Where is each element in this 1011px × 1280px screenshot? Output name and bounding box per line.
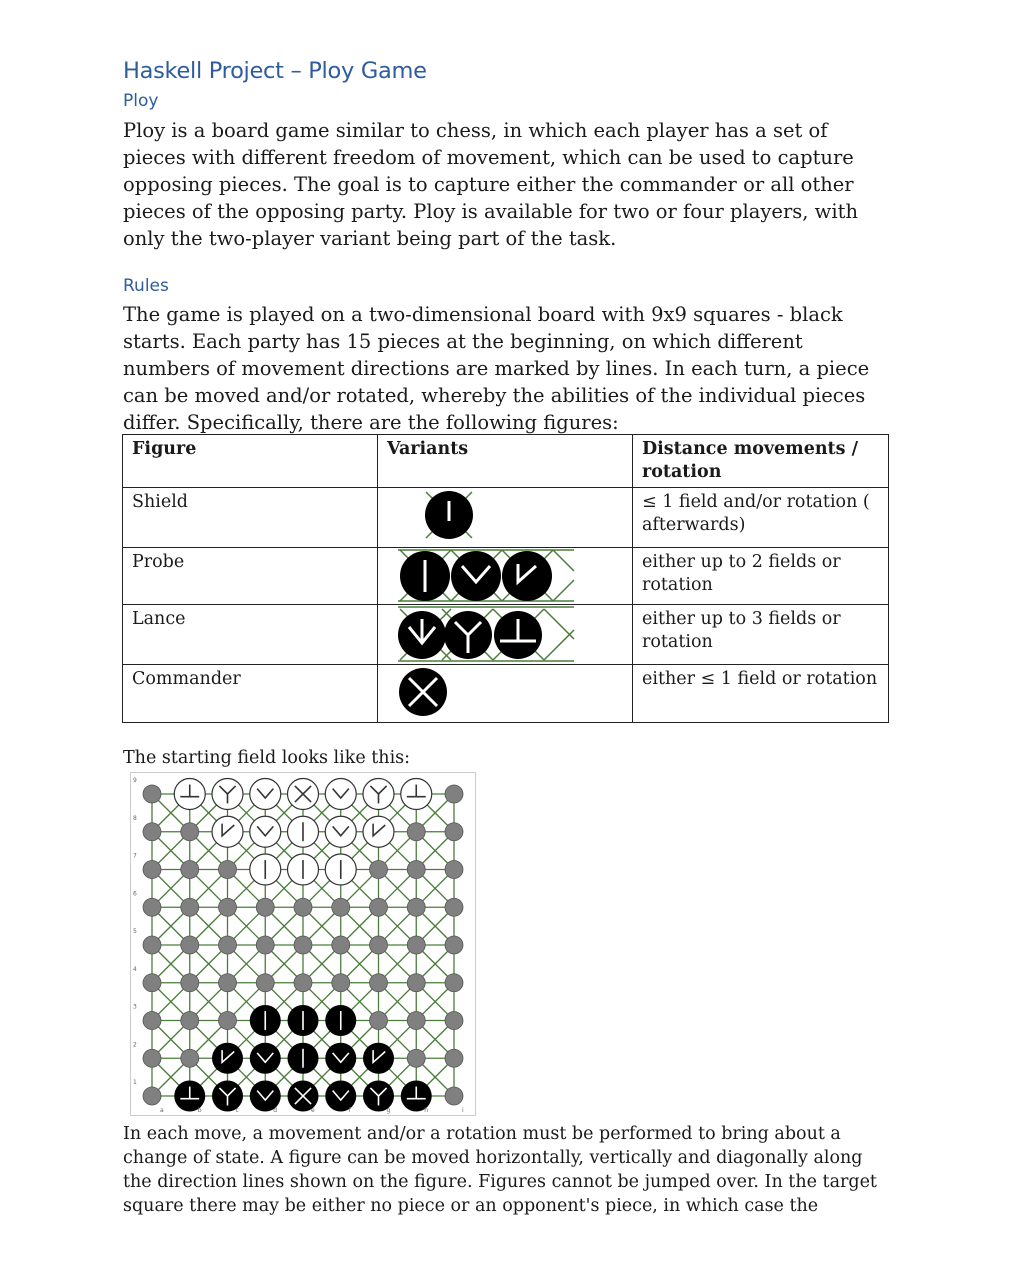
row-label: 6 — [133, 890, 137, 898]
row-label: 3 — [133, 1003, 137, 1011]
movement-text: either up to 2 fields or rotation — [632, 548, 888, 605]
empty-square-dot — [181, 936, 199, 954]
white-piece — [363, 779, 394, 810]
empty-square-dot — [370, 936, 388, 954]
empty-square-dot — [219, 936, 237, 954]
empty-square-dot — [445, 974, 463, 992]
col-label: f — [348, 1107, 351, 1114]
table-row — [123, 488, 889, 548]
table-row — [123, 605, 889, 665]
variants-commander — [377, 665, 632, 723]
black-piece-disc — [325, 1043, 356, 1074]
empty-square-dot — [407, 974, 425, 992]
black-piece-disc — [250, 1043, 281, 1074]
figure-name: Lance — [123, 605, 378, 665]
empty-square-dot — [332, 898, 350, 916]
empty-square-dot — [407, 1049, 425, 1067]
empty-square-dot — [370, 861, 388, 879]
empty-square-dot — [219, 898, 237, 916]
empty-square-dot — [143, 785, 161, 803]
black-piece — [250, 1043, 281, 1074]
starting-field-caption: The starting field looks like this: — [123, 748, 411, 768]
white-piece — [363, 816, 394, 847]
text-line: Ploy is a board game similar to chess, in which each player has a set of — [123, 119, 828, 142]
empty-square-dot — [256, 898, 274, 916]
col-label: e — [311, 1107, 315, 1114]
empty-square-dot — [181, 823, 199, 841]
empty-square-dot — [370, 974, 388, 992]
empty-square-dot — [445, 823, 463, 841]
empty-square-dot — [407, 823, 425, 841]
figure-name: Commander — [123, 665, 378, 723]
white-piece-disc — [325, 779, 356, 810]
text-line: the direction lines shown on the figure. Figures cannot be jumped over. In the target — [123, 1172, 877, 1192]
probe-pieces-icon — [378, 548, 632, 603]
empty-square-dot — [445, 1049, 463, 1067]
col-label: b — [197, 1107, 202, 1114]
white-piece — [288, 854, 319, 885]
col-label: h — [424, 1107, 429, 1114]
white-piece — [250, 816, 281, 847]
white-piece — [250, 854, 281, 885]
empty-square-dot — [256, 936, 274, 954]
page-title: Haskell Project – Ploy Game — [123, 58, 427, 84]
empty-square-dot — [370, 1012, 388, 1030]
empty-square-dot — [407, 898, 425, 916]
movement-text: either up to 3 fields or rotation — [632, 605, 888, 665]
column-header-movement: Distance movements / rotation — [632, 435, 888, 488]
row-label: 5 — [133, 928, 137, 935]
rules-paragraph — [123, 301, 889, 436]
text-line: opposing pieces. The goal is to capture either the commander or all other — [123, 173, 854, 196]
white-piece — [212, 779, 243, 810]
empty-square-dot — [332, 936, 350, 954]
empty-square-dot — [445, 936, 463, 954]
empty-square-dot — [445, 785, 463, 803]
empty-square-dot — [294, 898, 312, 916]
empty-square-dot — [370, 898, 388, 916]
figure-name: Probe — [123, 548, 378, 605]
empty-square-dot — [445, 898, 463, 916]
white-piece — [325, 779, 356, 810]
column-header-variants: Variants — [377, 435, 632, 488]
empty-square-dot — [294, 974, 312, 992]
empty-square-dot — [219, 1012, 237, 1030]
empty-square-dot — [332, 974, 350, 992]
empty-square-dot — [143, 1012, 161, 1030]
variants-probe — [377, 548, 632, 605]
text-line: can be moved and/or rotated, whereby the abilities of the individual pieces — [123, 384, 866, 407]
text-line: differ. Specifically, there are the following figures: — [123, 411, 619, 434]
shield-piece-icon — [378, 488, 632, 546]
table-row — [123, 548, 889, 605]
col-label: i — [462, 1107, 464, 1114]
row-label: 4 — [133, 965, 137, 973]
white-piece — [288, 816, 319, 847]
empty-square-dot — [143, 1087, 161, 1105]
black-piece-disc — [325, 1081, 356, 1112]
white-piece — [174, 779, 205, 810]
empty-square-dot — [143, 974, 161, 992]
white-piece-disc — [325, 816, 356, 847]
lance-pieces-icon — [378, 605, 632, 663]
empty-square-dot — [407, 936, 425, 954]
empty-square-dot — [181, 1049, 199, 1067]
empty-square-dot — [219, 861, 237, 879]
empty-square-dot — [219, 974, 237, 992]
figure-name: Shield — [123, 488, 378, 548]
empty-square-dot — [181, 1012, 199, 1030]
empty-square-dot — [181, 898, 199, 916]
col-label: c — [235, 1107, 239, 1114]
movement-text: ≤ 1 field and/or rotation ( afterwards) — [632, 488, 888, 548]
empty-square-dot — [143, 861, 161, 879]
text-line: The game is played on a two-dimensional board with 9x9 squares - black — [123, 303, 843, 326]
empty-square-dot — [181, 974, 199, 992]
white-piece — [288, 779, 319, 810]
white-piece-disc — [250, 779, 281, 810]
empty-square-dot — [256, 974, 274, 992]
text-line: pieces with different freedom of movement, which can be used to capture — [123, 146, 854, 169]
black-piece — [288, 1005, 319, 1036]
text-line: only the two-player variant being part of the task. — [123, 227, 617, 250]
white-piece — [325, 854, 356, 885]
white-piece — [401, 779, 432, 810]
black-piece — [363, 1043, 394, 1074]
row-label: 9 — [133, 777, 137, 784]
white-piece — [325, 816, 356, 847]
white-piece — [212, 816, 243, 847]
empty-square-dot — [143, 1049, 161, 1067]
empty-square-dot — [445, 1012, 463, 1030]
variants-shield — [377, 488, 632, 548]
col-label: d — [273, 1107, 278, 1114]
black-piece — [325, 1005, 356, 1036]
movement-text: either ≤ 1 field or rotation — [632, 665, 888, 723]
figures-table — [122, 434, 889, 723]
intro-paragraph — [123, 117, 889, 252]
variants-lance — [377, 605, 632, 665]
commander-piece-icon — [378, 665, 632, 721]
section-heading-rules: Rules — [123, 276, 169, 296]
row-label: 1 — [133, 1079, 137, 1086]
table-row — [123, 665, 889, 723]
text-line: square there may be either no piece or an opponent's piece, in which case the — [123, 1196, 819, 1216]
black-piece — [250, 1005, 281, 1036]
text-line: change of state. A figure can be moved horizontally, vertically and diagonally along — [123, 1148, 863, 1168]
black-piece — [325, 1043, 356, 1074]
section-heading-ploy: Ploy — [123, 91, 159, 111]
row-label: 7 — [133, 852, 137, 860]
black-piece — [325, 1081, 356, 1112]
text-line: pieces of the opposing party. Ploy is available for two or four players, with — [123, 200, 859, 223]
empty-square-dot — [407, 861, 425, 879]
table-header-row — [123, 435, 889, 488]
movement-paragraph — [123, 1122, 889, 1218]
empty-square-dot — [445, 861, 463, 879]
text-line: numbers of movement directions are marked by lines. In each turn, a piece — [123, 357, 870, 380]
starting-board-diagram — [130, 772, 476, 1116]
white-piece-disc — [250, 816, 281, 847]
text-line: In each move, a movement and/or a rotation must be performed to bring about a — [123, 1124, 841, 1144]
row-label: 8 — [133, 814, 137, 822]
empty-square-dot — [143, 823, 161, 841]
text-line: starts. Each party has 15 pieces at the beginning, on which different — [123, 330, 803, 353]
black-piece — [212, 1043, 243, 1074]
col-label: a — [160, 1107, 164, 1114]
column-header-figure: Figure — [123, 435, 378, 488]
white-piece — [250, 779, 281, 810]
row-label: 2 — [133, 1041, 137, 1049]
board-layer — [131, 773, 476, 1116]
empty-square-dot — [143, 936, 161, 954]
empty-square-dot — [181, 861, 199, 879]
col-label: g — [386, 1107, 391, 1114]
black-piece — [288, 1043, 319, 1074]
empty-square-dot — [294, 936, 312, 954]
empty-square-dot — [407, 1012, 425, 1030]
empty-square-dot — [143, 898, 161, 916]
empty-square-dot — [445, 1087, 463, 1105]
